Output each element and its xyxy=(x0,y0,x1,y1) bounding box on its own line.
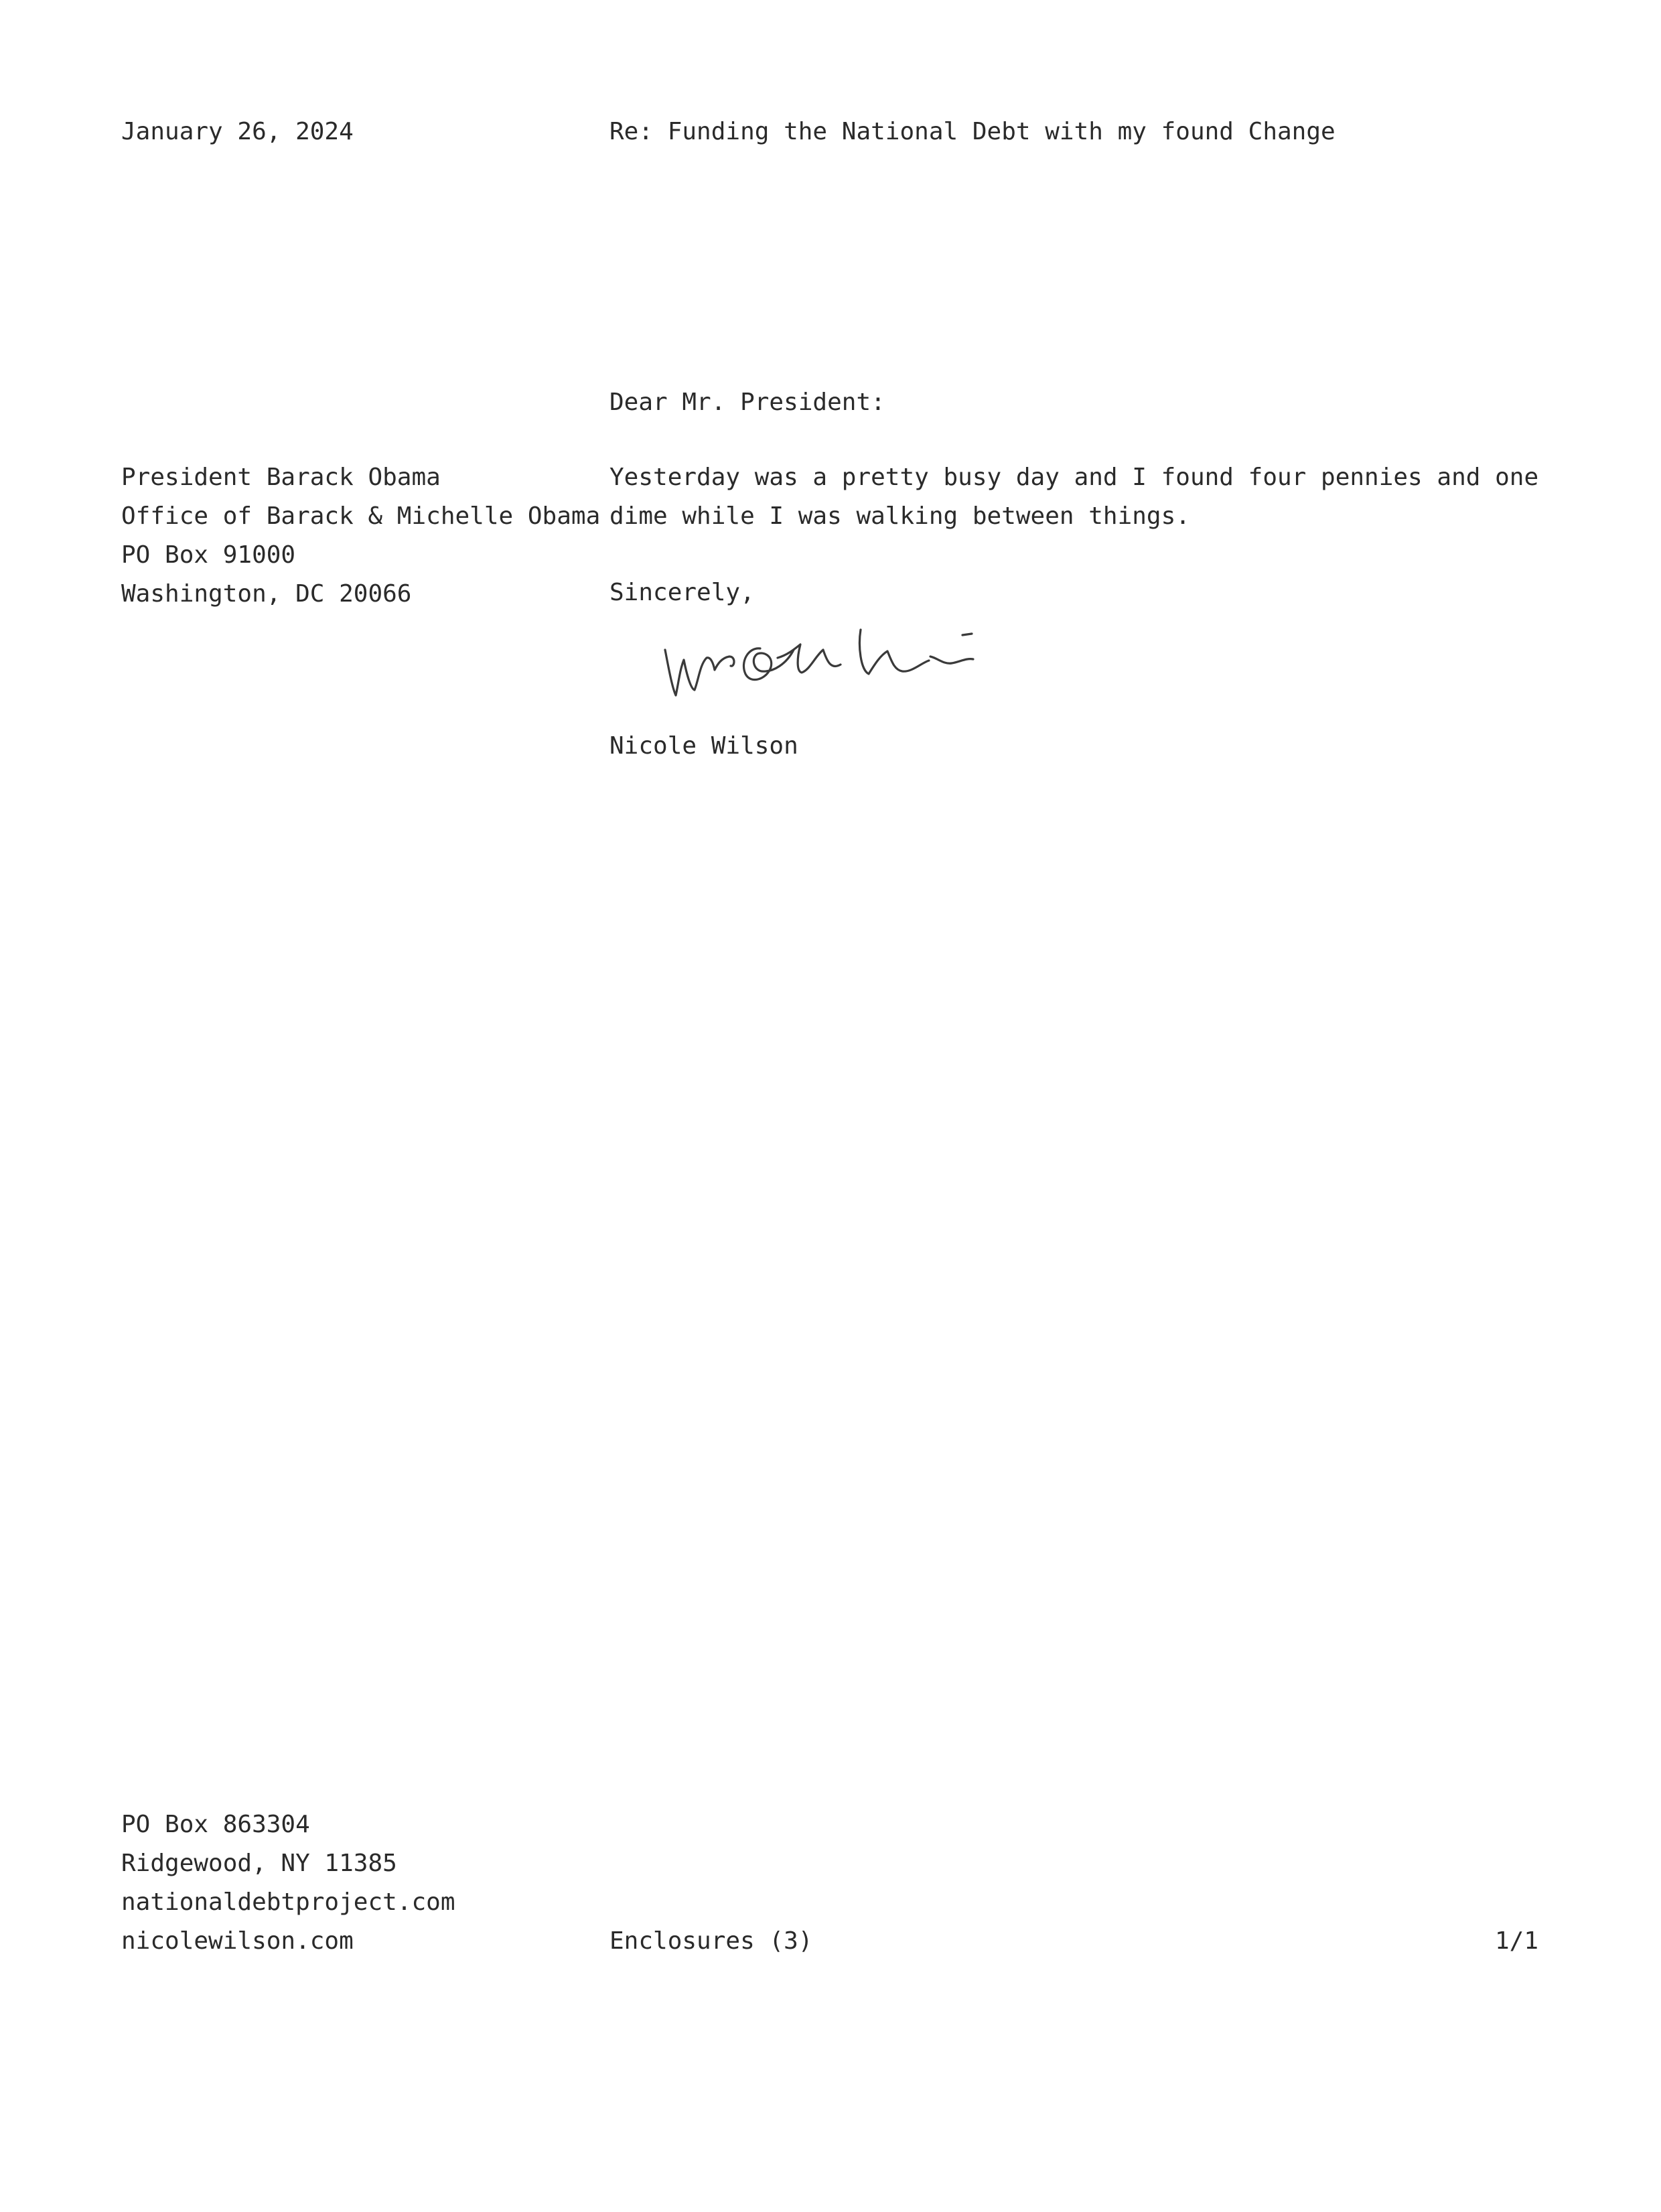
body-line: dime while I was walking between things. xyxy=(609,502,1190,530)
letter-date: January 26, 2024 xyxy=(121,118,354,145)
salutation: Dear Mr. President: xyxy=(609,389,885,416)
sender-website-personal: nicolewilson.com xyxy=(121,1927,354,1955)
recipient-name: President Barack Obama xyxy=(121,464,441,491)
page-number: 1/1 xyxy=(1495,1927,1539,1955)
sender-website-project: nationaldebtproject.com xyxy=(121,1888,455,1916)
closing: Sincerely, xyxy=(609,579,755,606)
recipient-po-box: PO Box 91000 xyxy=(121,541,296,569)
recipient-office: Office of Barack & Michelle Obama xyxy=(121,502,601,530)
handwritten-signature-icon xyxy=(660,623,1008,710)
letter-subject: Re: Funding the National Debt with my found Change xyxy=(609,118,1335,145)
sender-contact xyxy=(121,1805,455,1961)
recipient-address xyxy=(121,458,600,614)
sender-city: Ridgewood, NY 11385 xyxy=(121,1850,397,1877)
body-line: Yesterday was a pretty busy day and I found four pennies and one xyxy=(609,464,1539,491)
enclosures-note: Enclosures (3) xyxy=(609,1927,813,1955)
recipient-city: Washington, DC 20066 xyxy=(121,580,412,608)
letter-body xyxy=(609,458,1538,536)
sender-po-box: PO Box 863304 xyxy=(121,1811,310,1838)
sender-name: Nicole Wilson xyxy=(609,732,798,760)
